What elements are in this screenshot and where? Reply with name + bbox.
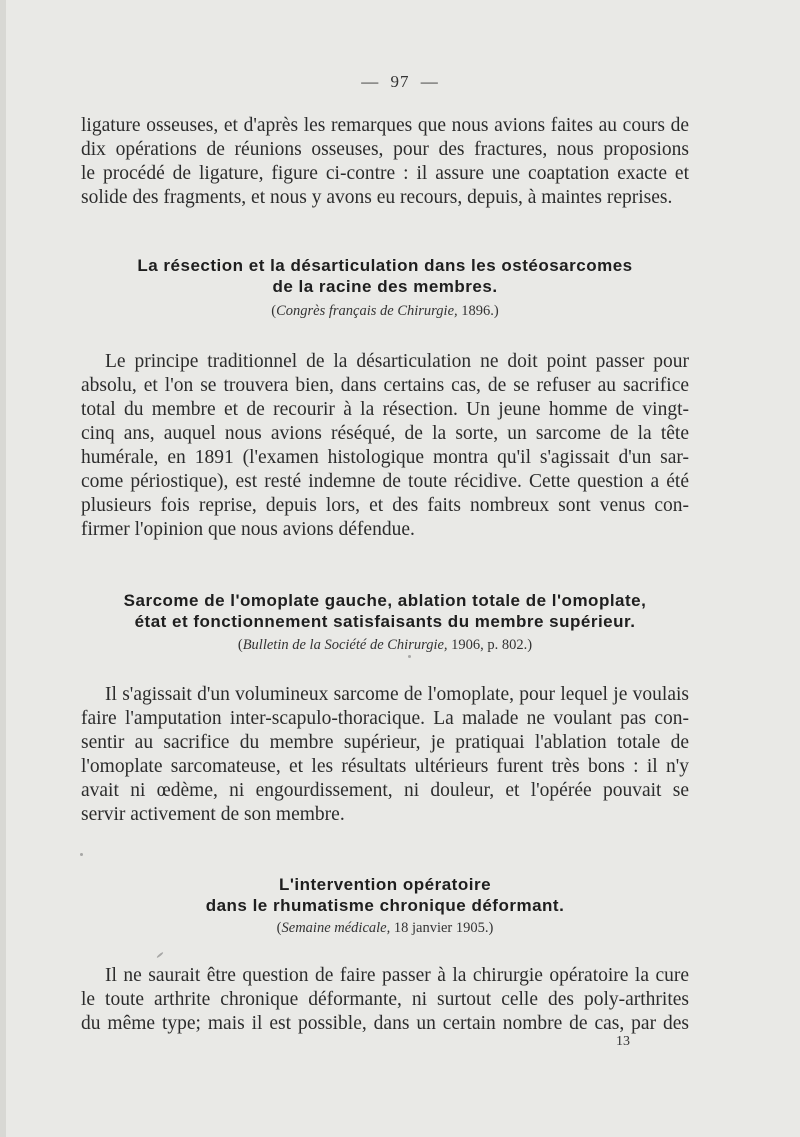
text-line: total du membre et de recourir à la résection. Un jeune homme de vingt-	[81, 399, 689, 420]
section-title-line: dans le rhumatisme chronique déformant.	[205, 896, 565, 915]
text-line: du même type; mais il est possible, dans un certain nombre de cas, par des	[81, 1013, 689, 1034]
text-line: sentir au sacrifice du membre supérieur, je pratiquai l'ablation totale de	[81, 732, 689, 753]
citation-rhumatisme: (Semaine médicale, 18 janvier 1905.)	[276, 920, 494, 936]
section-title-line: L'intervention opératoire	[278, 875, 492, 894]
section-title-resection	[81, 255, 689, 297]
text-line: plusieurs fois reprise, depuis lors, et des faits nombreux sont venus con-	[81, 495, 689, 516]
signature-mark: 13	[616, 1034, 630, 1049]
text-line: dix opérations de réunions osseuses, pour des fractures, nous proposions	[81, 139, 689, 160]
page-number-dash-right: —	[420, 72, 439, 91]
text-line: avait ni œdème, ni engourdissement, ni douleur, et l'opérée pouvait se	[81, 780, 689, 801]
text-line: Il ne saurait être question de faire passer à la chirurgie opératoire la cure	[105, 965, 689, 986]
page-number-value: 97	[390, 72, 410, 91]
citation-details: 1906, p. 802.)	[451, 637, 533, 653]
section-title-sarcome	[81, 590, 689, 632]
text-line: ligature osseuses, et d'après les remarques que nous avions faites au cours de	[81, 115, 689, 136]
text-line: absolu, et l'on se trouvera bien, dans certains cas, de se refuser au sacrifice	[81, 375, 689, 396]
section-title-line: Sarcome de l'omoplate gauche, ablation totale de l'omoplate,	[123, 591, 647, 610]
intro-paragraph	[81, 114, 689, 210]
text-line: le toute arthrite chronique déformante, ni surtout celle des poly-arthrites	[81, 989, 689, 1010]
text-line: humérale, en 1891 (l'examen histologique montra qu'il s'agissait d'un sar-	[81, 447, 689, 468]
text-line: come périostique), est resté indemne de toute récidive. Cette question a été	[81, 471, 689, 492]
text-line: l'omoplate sarcomateuse, et les résultats ultérieurs furent très bons : il n'y	[81, 756, 689, 777]
citation-details: 18 janvier 1905.)	[393, 920, 494, 936]
section-title-line: état et fonctionnement satisfaisants du membre supérieur.	[134, 612, 636, 631]
text-line: le procédé de ligature, figure ci-contre : il assure une coaptation exacte et	[81, 163, 689, 184]
citation-source: Semaine médicale,	[281, 920, 391, 936]
text-line: Le principe traditionnel de la désarticulation ne doit point passer pour	[105, 351, 689, 372]
page-number-dash-left: —	[361, 72, 380, 91]
section-title-line: La résection et la désarticulation dans les ostéosarcomes	[137, 256, 633, 275]
text-line: solide des fragments, et nous y avons eu recours, depuis, à maintes reprises.	[81, 187, 673, 208]
paragraph-rhumatisme	[81, 964, 689, 1036]
citation-details: 1896.)	[461, 303, 499, 319]
text-line: faire l'amputation inter-scapulo-thoracique. La malade ne voulant pas con-	[81, 708, 689, 729]
text-line: servir activement de son membre.	[81, 804, 345, 825]
scan-speck	[408, 655, 411, 658]
text-line: firmer l'opinion que nous avions défendue.	[81, 519, 415, 540]
scan-speck	[156, 952, 163, 959]
scan-speck	[80, 853, 83, 856]
citation-source: Bulletin de la Société de Chirurgie,	[242, 637, 448, 653]
page-number	[0, 72, 800, 92]
section-title-line: de la racine des membres.	[272, 277, 498, 296]
citation-resection: (Congrès français de Chirurgie, 1896.)	[271, 303, 499, 319]
citation-sarcome: (Bulletin de la Société de Chirurgie, 1906, p. 802.)	[237, 637, 533, 653]
paragraph-sarcome	[81, 683, 689, 827]
text-line: cinq ans, auquel nous avions réséqué, de la sorte, un sarcome de la tête	[81, 423, 689, 444]
citation-source: Congrès français de Chirurgie,	[276, 303, 458, 319]
section-title-rhumatisme	[81, 874, 689, 916]
text-line: Il s'agissait d'un volumineux sarcome de l'omoplate, pour lequel je voulais	[105, 684, 689, 705]
paragraph-resection	[81, 350, 689, 542]
